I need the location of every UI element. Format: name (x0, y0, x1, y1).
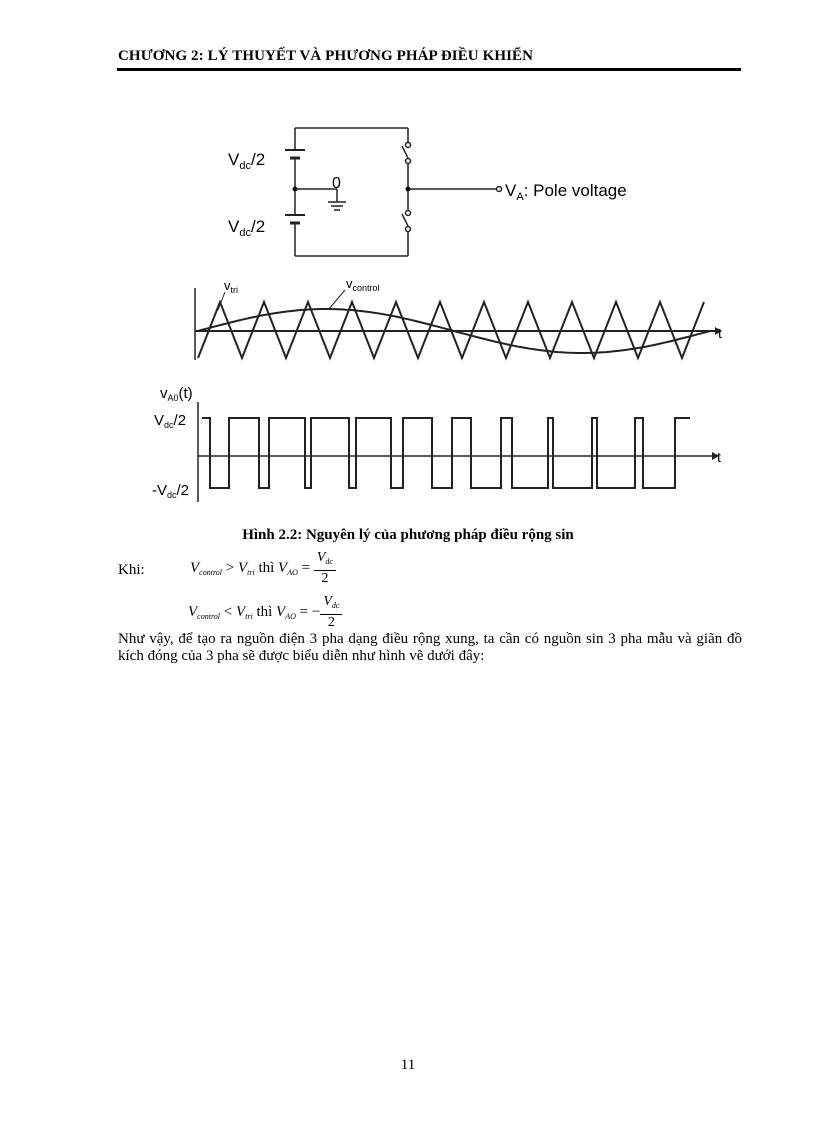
vtri-label: $v_{tri}$ (224, 278, 238, 295)
figure-caption: Hình 2.2: Nguyên lý của phương pháp điều rộng sin (242, 527, 574, 543)
vdc-half-pos-label: $V_{dc}/2$ (154, 412, 187, 430)
header-rule (117, 68, 741, 71)
carrier-plot (195, 288, 722, 360)
khi-label: Khi: (118, 562, 145, 578)
t-axis-label-1: t (718, 325, 722, 341)
ground-label: 0 (332, 175, 341, 192)
vdc-half-neg-label: $-V_{dc}/2$ (152, 482, 190, 500)
figure-2-2 (150, 120, 740, 515)
output-plot (198, 402, 719, 502)
pole-voltage-label: $V_A$: Pole voltage (505, 181, 627, 203)
page-number: 11 (400, 1057, 416, 1073)
vdc-top-label: $V_{dc}/2$ (228, 150, 266, 172)
chapter-header: CHƯƠNG 2: LÝ THUYẾT VÀ PHƯƠNG PHÁP ĐIỀU KHIỂN (118, 48, 534, 64)
pwm-waveform (202, 418, 690, 488)
body-paragraph: Như vậy, để tạo ra nguồn điện 3 pha dạng điều rộng xung, ta cần có nguồn sin 3 pha mẫu và giãn đồ kích đóng của 3 pha sẽ được biểu diễn như hình vẽ dưới đây: (118, 631, 742, 664)
formula-1: $V_{control} > V_{tri}$ thì $V_{AO}$ = $\frac{V_{dc}}{2}$ (190, 550, 336, 587)
vcontrol-label: $v_{control}$ (346, 276, 380, 293)
formula-2: $V_{control} < V_{tri}$ thì $V_{AO}$ = − $\frac{V_{dc}}{2}$ (188, 594, 342, 631)
t-axis-label-2: t (717, 449, 721, 465)
vao-label: $v_{A0}(t)$ (160, 385, 193, 403)
circuit-diagram (285, 128, 502, 256)
vdc-bottom-label: $V_{dc}/2$ (228, 217, 266, 239)
